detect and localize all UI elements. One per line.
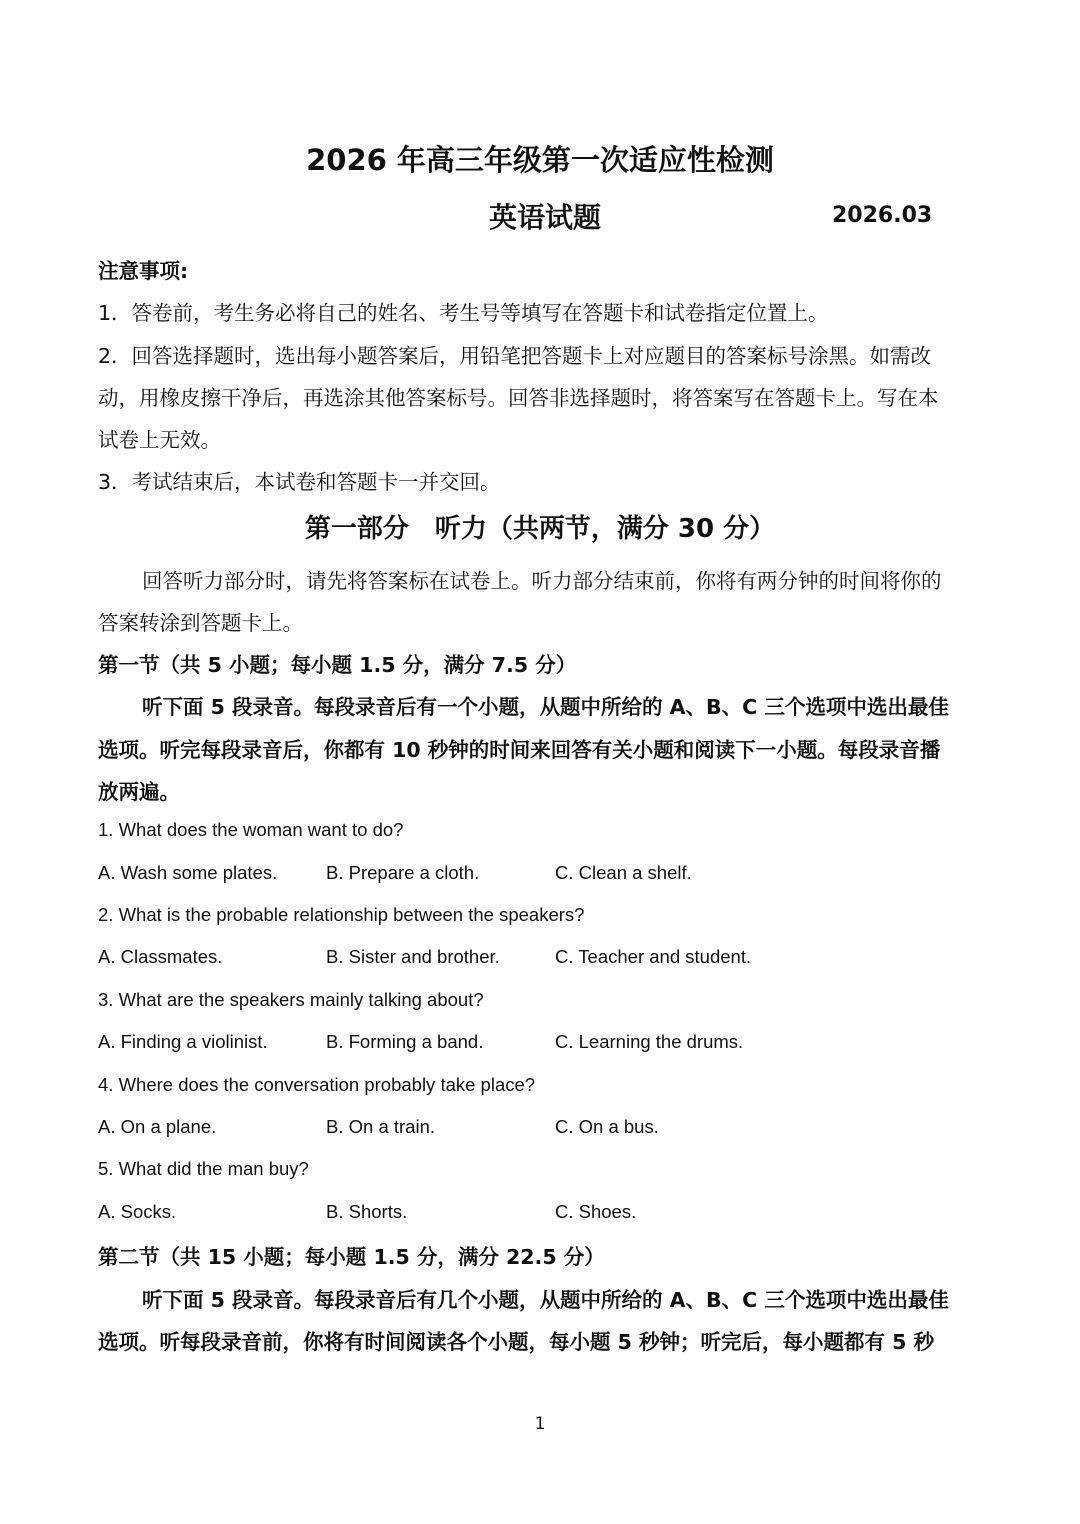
- question-5-option-b: B. Shorts.: [326, 1201, 408, 1222]
- section1-instructions-3: 放两遍。: [98, 780, 180, 804]
- section1-instructions-2: 选项。听完每段录音后，你都有 10 秒钟的时间来回答有关小题和阅读下一小题。每段录音播: [98, 738, 941, 762]
- exam-subtitle: 英语试题: [488, 201, 601, 234]
- question-1-option-a: A. Wash some plates.: [98, 862, 278, 883]
- question-2-option-a: A. Classmates.: [98, 946, 223, 967]
- part1-intro-line-2: 答案转涂到答题卡上。: [98, 611, 303, 635]
- exam-date: 2026.03: [832, 203, 933, 228]
- notice-item-1: 1．答卷前，考生务必将自己的姓名、考生号等填写在答题卡和试卷指定位置上。: [98, 301, 829, 325]
- question-4-option-c: C. On a bus.: [555, 1116, 659, 1137]
- question-2-option-b: B. Sister and brother.: [326, 946, 500, 967]
- question-5-option-c: C. Shoes.: [555, 1201, 637, 1222]
- section2-heading: 第二节（共 15 小题；每小题 1.5 分，满分 22.5 分）: [98, 1245, 605, 1269]
- question-3-option-c: C. Learning the drums.: [555, 1031, 744, 1052]
- notice-item-3: 3．考试结束后，本试卷和答题卡一并交回。: [98, 470, 501, 494]
- question-1-option-c: C. Clean a shelf.: [555, 862, 692, 883]
- section2-instructions-2: 选项。听每段录音前，你将有时间阅读各个小题，每小题 5 秒钟；听完后，每小题都有 5 秒: [98, 1330, 935, 1354]
- question-4-stem: 4. Where does the conversation probably take place?: [98, 1074, 536, 1095]
- exam-title: 2026 年高三年级第一次适应性检测: [306, 143, 774, 177]
- notice-item-2: 2．回答选择题时，选出每小题答案后，用铅笔把答题卡上对应题目的答案标号涂黑。如需改: [98, 344, 932, 368]
- part1-intro-line-1: 回答听力部分时，请先将答案标在试卷上。听力部分结束前，你将有两分钟的时间将你的: [142, 569, 942, 593]
- question-3-stem: 3. What are the speakers mainly talking about?: [98, 989, 484, 1010]
- notice-item-2-end: 试卷上无效。: [98, 428, 221, 452]
- question-5-option-a: A. Socks.: [98, 1201, 177, 1222]
- question-1-option-b: B. Prepare a cloth.: [326, 862, 480, 883]
- notice-item-2-cont: 动，用橡皮擦干净后，再选涂其他答案标号。回答非选择题时，将答案写在答题卡上。写在本: [98, 386, 939, 410]
- question-2-stem: 2. What is the probable relationship between the speakers?: [98, 904, 585, 925]
- question-3-option-a: A. Finding a violinist.: [98, 1031, 268, 1052]
- question-2-option-c: C. Teacher and student.: [555, 946, 752, 967]
- question-1-stem: 1. What does the woman want to do?: [98, 819, 404, 840]
- section1-instructions-1: 听下面 5 段录音。每段录音后有一个小题，从题中所给的 A、B、C 三个选项中选出最佳: [142, 695, 949, 719]
- question-4-option-b: B. On a train.: [326, 1116, 435, 1137]
- question-4-option-a: A. On a plane.: [98, 1116, 217, 1137]
- section1-heading: 第一节（共 5 小题；每小题 1.5 分，满分 7.5 分）: [98, 653, 577, 677]
- page-number: 1: [534, 1414, 546, 1434]
- part1-heading: 第一部分 听力（共两节，满分 30 分）: [304, 514, 776, 544]
- question-5-stem: 5. What did the man buy?: [98, 1158, 309, 1179]
- section2-instructions-1: 听下面 5 段录音。每段录音后有几个小题，从题中所给的 A、B、C 三个选项中选出最佳: [142, 1288, 949, 1312]
- notice-heading: 注意事项:: [98, 259, 189, 283]
- question-3-option-b: B. Forming a band.: [326, 1031, 484, 1052]
